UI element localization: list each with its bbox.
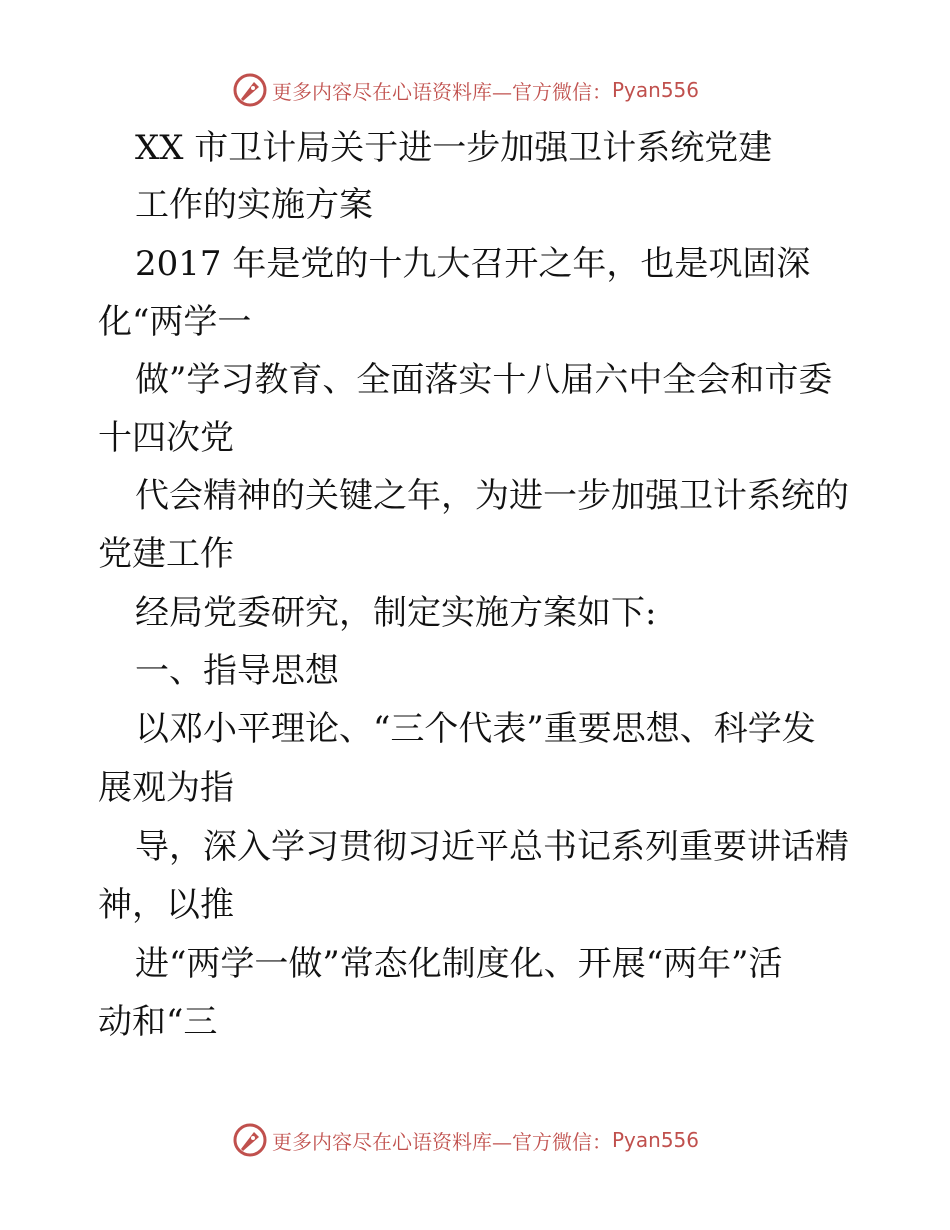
paragraph-line: 做”学习教育、全面落实十八届六中全会和市委 [135, 360, 833, 400]
paragraph-line: 2017 年是党的十九大召开之年，也是巩固深 [135, 244, 811, 284]
document-title-line-1: XX 市卫计局关于进一步加强卫计系统党建 [135, 128, 773, 168]
watermark-text: 更多内容尽在心语资料库—官方微信： [272, 79, 612, 104]
paragraph-line: 动和“三 [98, 1002, 218, 1042]
paragraph-line: 神，以推 [98, 885, 234, 925]
watermark-banner-top [232, 72, 752, 108]
paragraph-line: 进“两学一做”常态化制度化、开展“两年”活 [135, 944, 783, 984]
paragraph-line: 化“两学一 [98, 302, 252, 342]
watermark-text: 更多内容尽在心语资料库—官方微信： [272, 1129, 612, 1154]
paragraph-line: 代会精神的关键之年，为进一步加强卫计系统的 [135, 476, 849, 516]
watermark-banner-bottom [232, 1122, 752, 1158]
paragraph-line: 经局党委研究，制定实施方案如下: [135, 593, 657, 633]
pen-nib-logo-icon [232, 72, 268, 108]
watermark-id: Pyan556 [612, 78, 700, 102]
paragraph-line: 导，深入学习贯彻习近平总书记系列重要讲话精 [135, 827, 849, 867]
document-title-line-2: 工作的实施方案 [135, 185, 373, 225]
paragraph-line: 党建工作 [98, 534, 234, 574]
paragraph-line: 十四次党 [98, 418, 234, 458]
pen-nib-logo-icon [232, 1122, 268, 1158]
section-heading: 一、指导思想 [135, 651, 339, 691]
paragraph-line: 展观为指 [98, 768, 234, 808]
paragraph-line: 以邓小平理论、“三个代表”重要思想、科学发 [135, 709, 816, 749]
watermark-id: Pyan556 [612, 1128, 700, 1152]
